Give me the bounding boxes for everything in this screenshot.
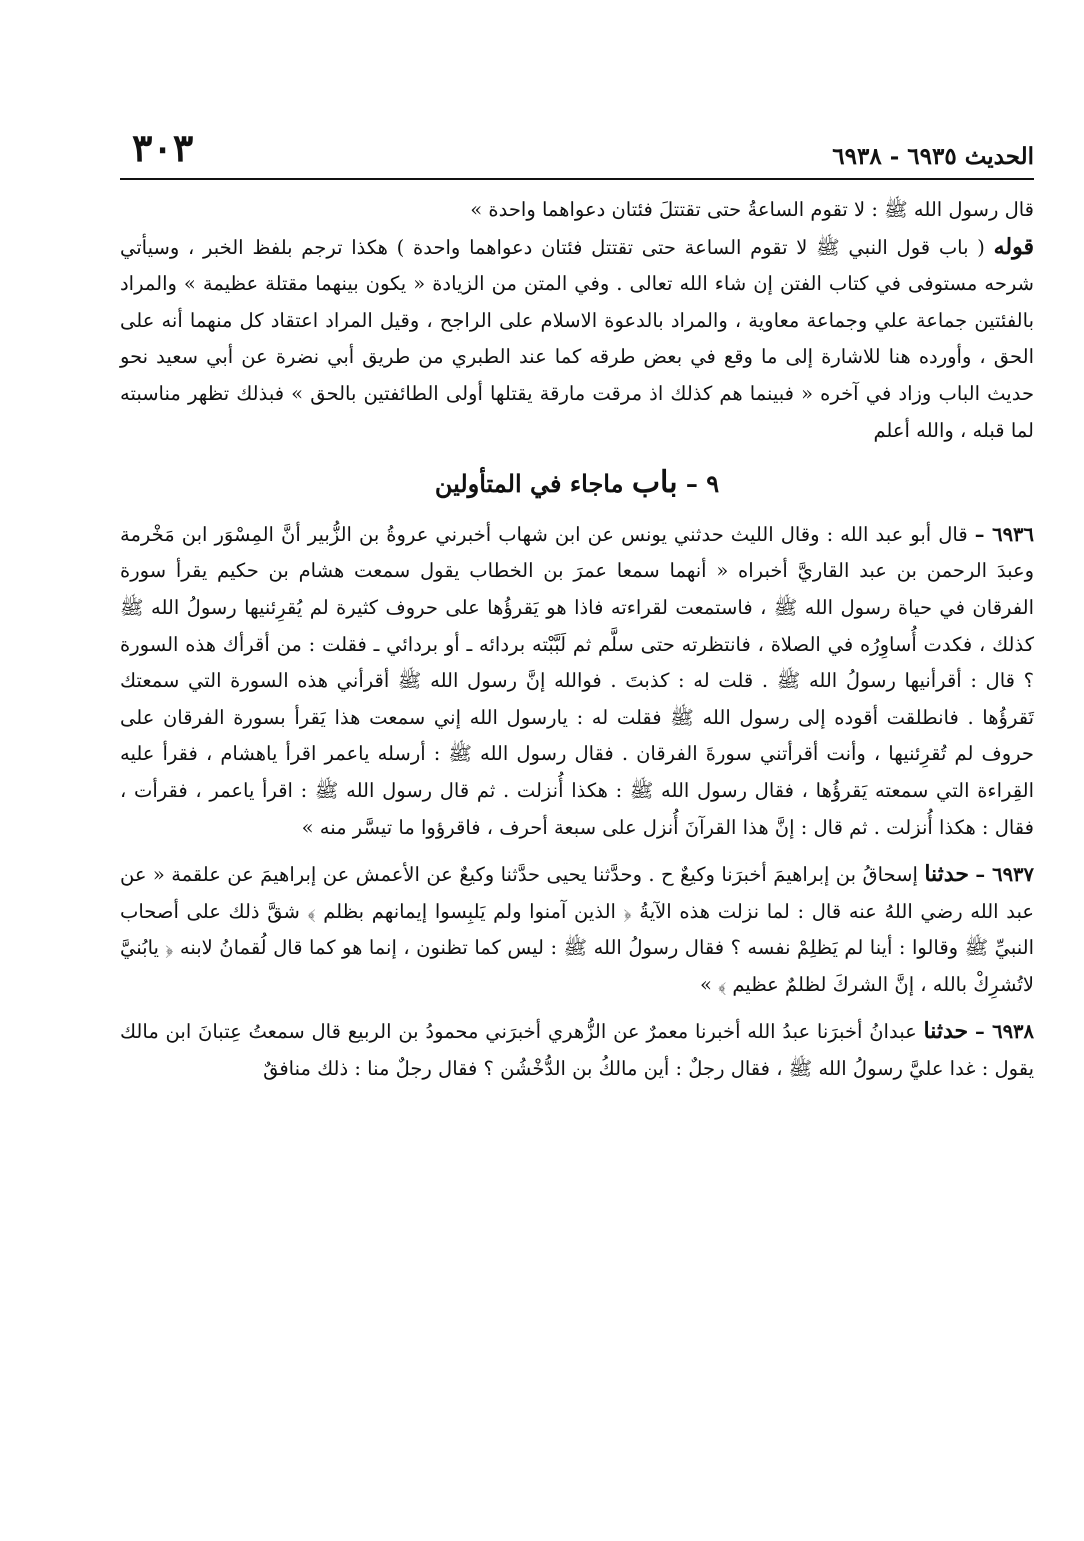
chapter-heading (120, 465, 1034, 503)
spacer (120, 846, 1034, 856)
hadith-6937 (120, 856, 1034, 1003)
hadith-6936-number: ٦٩٣٦ – (974, 522, 1035, 546)
hadith-6938-text: عبدانُ أخبرَنا عبدُ الله أخبرنا معمرٌ عن الزُّهري أخبرَني محمودُ بن الربيع قال سمعتُ عِتبانَ ابن مالك يقول : غدا عليَّ رسولُ الله ﷺ ، فقال رجلٌ : أين مالكُ بن الدُّخْشُن ؟ فقال رجلٌ منا : ذلك منافقٌ (120, 1020, 1034, 1081)
commentary-text: ( باب قول النبي ﷺ لا تقوم الساعة حتى تقتتل فئتان دعواهما واحدة ) هكذا ترجم بلفظ الخبر ، وسيأتي شرحه مستوفى في كتاب الفتن إن شاء الله تعالى . وفي المتن من الزيادة « يكون بينهما مقتلة عظيمة » والمراد بالفئتين جماعة علي وجماعة معاوية ، والمراد بالدعوة الاسلام على الراجح ، وقيل المراد اعتقاد كل منهما أنه على الحق ، وأورده هنا للاشارة إلى ما وقع في بعض طرقه كما عند الطبري من طريق أبي نضرة عن أبي سعيد نحو حديث الباب وزاد في آخره « فبينما هم كذلك اذ مرقت مارقة يقتلها أولى الطائفتين بالحق » فبذلك تظهر مناسبته لما قبله ، والله أعلم (120, 235, 1034, 442)
hadith-range-heading: الحديث ٦٩٣٥ - ٦٩٣٨ (832, 143, 1034, 170)
hadith-6935-text: قال رسول الله ﷺ : لا تقوم الساعةُ حتى تقتتلَ فئتان دعواهما واحدة » (470, 198, 1034, 221)
commentary-paragraph (120, 229, 1034, 450)
chapter-title: ماجاء في المتأولين (434, 469, 624, 499)
header-rule (120, 178, 1034, 180)
hadith-6938-number: ٦٩٣٨ – (974, 1020, 1035, 1044)
hadith-6936 (120, 517, 1034, 846)
chapter-number: ٩ – (685, 469, 720, 499)
commentary-keyword: قوله (993, 233, 1035, 260)
hadith-6938-haddathana: حدثنا (923, 1018, 969, 1045)
body-text (120, 192, 1034, 1088)
page-header (120, 100, 1034, 170)
chapter-bab: باب (631, 465, 678, 501)
hadith-6938 (120, 1013, 1034, 1087)
page-number: ٣٠٣ (132, 125, 194, 170)
hadith-6937-haddathana: حدثنا (924, 861, 969, 888)
hadith-6937-text: إسحاقُ بن إبراهيمَ أخبرَنا وكيعٌ ح . وحدَّثنا يحيى حدَّثنا وكيعٌ عن الأعمش عن إبراهيمَ عن علقمة « عن عبد الله رضي اللهُ عنه قال : لما نزلت هذه الآيةُ ﴿ الذين آمنوا ولم يَلبِسوا إيمانهم بظلم ﴾ شقَّ ذلك على أصحاب النبيِّ ﷺ وقالوا : أينا لم يَظلِمْ نفسه ؟ فقال رسولُ الله ﷺ : ليس كما تظنون ، إنما هو كما قال لُقمانُ لابنه ﴿ يابُنيَّ لاتُشرِكْ بالله ، إنَّ الشركَ لظلمٌ عظيم ﴾ » (120, 863, 1034, 996)
hadith-6936-text: قال أبو عبد الله : وقال الليث حدثني يونس عن ابن شهاب أخبرني عروةُ بن الزُّبير أنَّ المِسْوَر ابن مَخْرمة وعبدَ الرحمن بن عبد القاريَّ أخبراه « أنهما سمعا عمرَ بن الخطاب يقول سمعت هشام بن حكيم يقرأ سورة الفرقان في حياة رسول الله ﷺ ، فاستمعت لقراءته فاذا هو يَقرؤُها على حروف كثيرة لم يُقرِئنيها رسولُ الله ﷺ كذلك ، فكدت أُساوِرُه في الصلاة ، فانتظرته حتى سلَّم ثم لَبَّبْته بردائه ـ أو بردائي ـ فقلت : من أقرأك هذه السورة ؟ قال : أقرأنيها رسولُ الله ﷺ . قلت له : كذبتَ . فوالله إنَّ رسول الله ﷺ أقرأني هذه السورة التي سمعتك تَقرؤُها . فانطلقت أقوده إلى رسول الله ﷺ فقلت له : يارسول الله إني سمعت هذا يَقرأ بسورة الفرقان على حروف لم تُقرِئنيها ، وأنت أقرأتني سورةَ الفرقان . فقال رسول الله ﷺ : أرسله ياعمر اقرأ ياهشام ، فقرأ عليه القِراءة التي سمعته يَقرؤُها ، فقال رسول الله ﷺ : هكذا أُنزلت . ثم قال رسول الله ﷺ : اقرأ ياعمر ، فقرأت ، فقال : هكذا أُنزلت . ثم قال : إنَّ هذا القرآنَ أُنزل على سبعة أحرف ، فاقرؤوا ما تيسَّر منه » (120, 522, 1034, 839)
spacer (120, 1003, 1034, 1013)
hadith-6937-number: ٦٩٣٧ – (975, 863, 1034, 887)
